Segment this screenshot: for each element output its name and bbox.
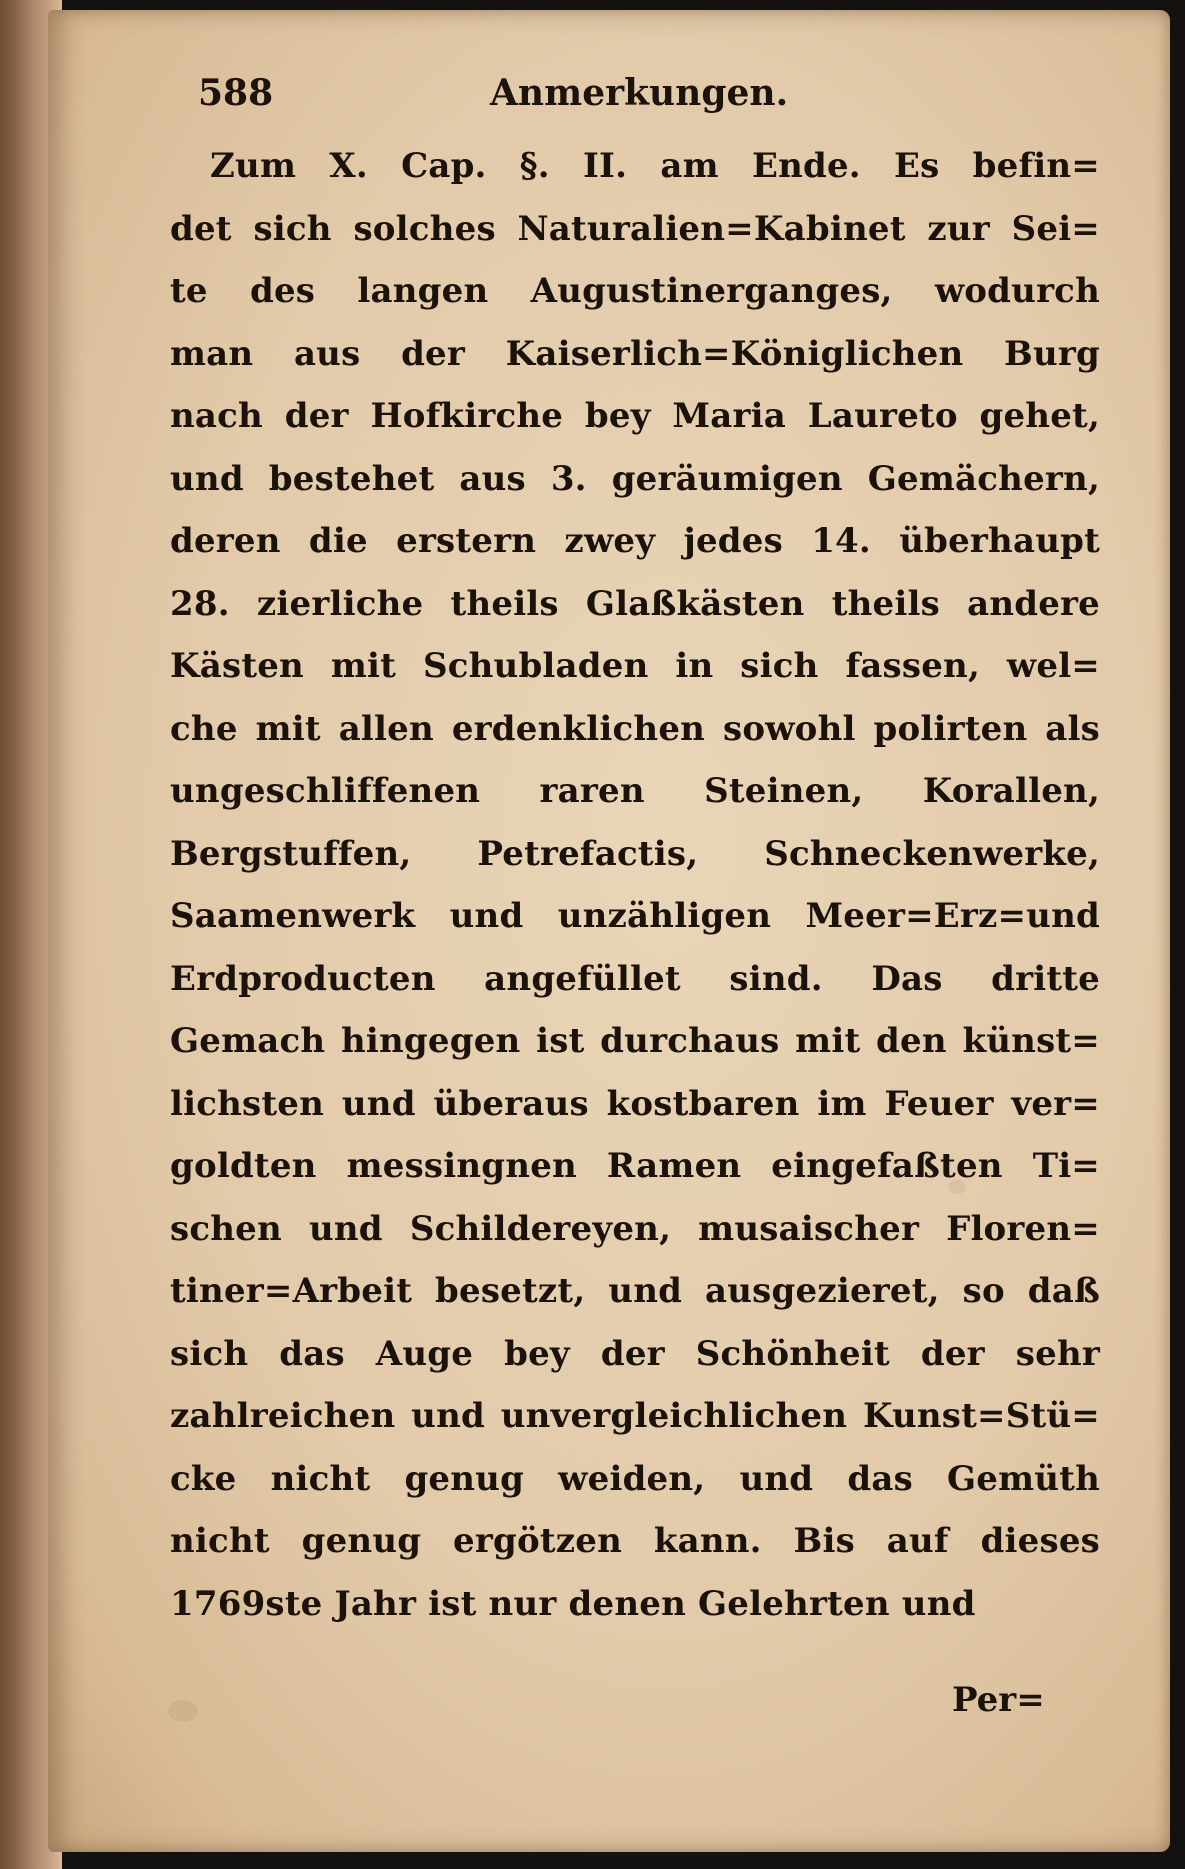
text-line: Zum X. Cap. §. II. am Ende. Es befin= [210,146,1100,186]
text-line: nicht genug ergötzen kann. Bis auf dieses [170,1521,1100,1561]
text-line: goldten messingnen Ramen eingefaßten Ti= [170,1146,1100,1186]
text-line: Saamenwerk und unzähligen Meer=Erz=und [170,896,1100,936]
text-line: Kästen mit Schubladen in sich fassen, wel= [170,646,1100,686]
page-header [198,72,1098,132]
running-head: Anmerkungen. [490,72,789,114]
text-line: und bestehet aus 3. geräumigen Gemächern, [170,458,1100,499]
text-line: schen und Schildereyen, musaischer Floren= [170,1208,1100,1249]
text-line: det sich solches Naturalien=Kabinet zur Sei= [170,208,1100,249]
text-line: te des langen Augustinerganges, wodurch [170,271,1100,311]
text-line: che mit allen erdenklichen sowohl polirten als [170,708,1100,749]
paper-stain [168,1700,198,1722]
text-line: 1769ste Jahr ist nur denen Gelehrten und [170,1583,976,1624]
body-text [170,135,1100,1635]
text-line: man aus der Kaiserlich=Königlichen Burg [170,333,1100,374]
text-line: zahlreichen und unvergleichlichen Kunst=Stü= [170,1396,1100,1436]
text-line: Gemach hingegen ist durchaus mit den künst= [170,1021,1100,1061]
text-line: tiner=Arbeit besetzt, und ausgezieret, so daß [170,1271,1100,1311]
page-number: 588 [198,72,274,114]
text-line: nach der Hofkirche bey Maria Laureto gehet, [170,396,1100,436]
text-line: lichsten und überaus kostbaren im Feuer ver= [170,1083,1100,1124]
text-line: deren die erstern zwey jedes 14. überhaupt [170,521,1100,561]
catchword: Per= [952,1680,1045,1720]
text-line: Erdproducten angefüllet sind. Das dritte [170,958,1100,999]
text-line: cke nicht genug weiden, und das Gemüth [170,1458,1100,1499]
text-line: sich das Auge bey der Schönheit der sehr [170,1333,1100,1374]
text-line: Bergstuffen, Petrefactis, Schneckenwerke, [170,833,1100,874]
text-line: 28. zierliche theils Glaßkästen theils andere [170,583,1100,624]
text-line: ungeschliffenen raren Steinen, Korallen, [170,771,1100,811]
